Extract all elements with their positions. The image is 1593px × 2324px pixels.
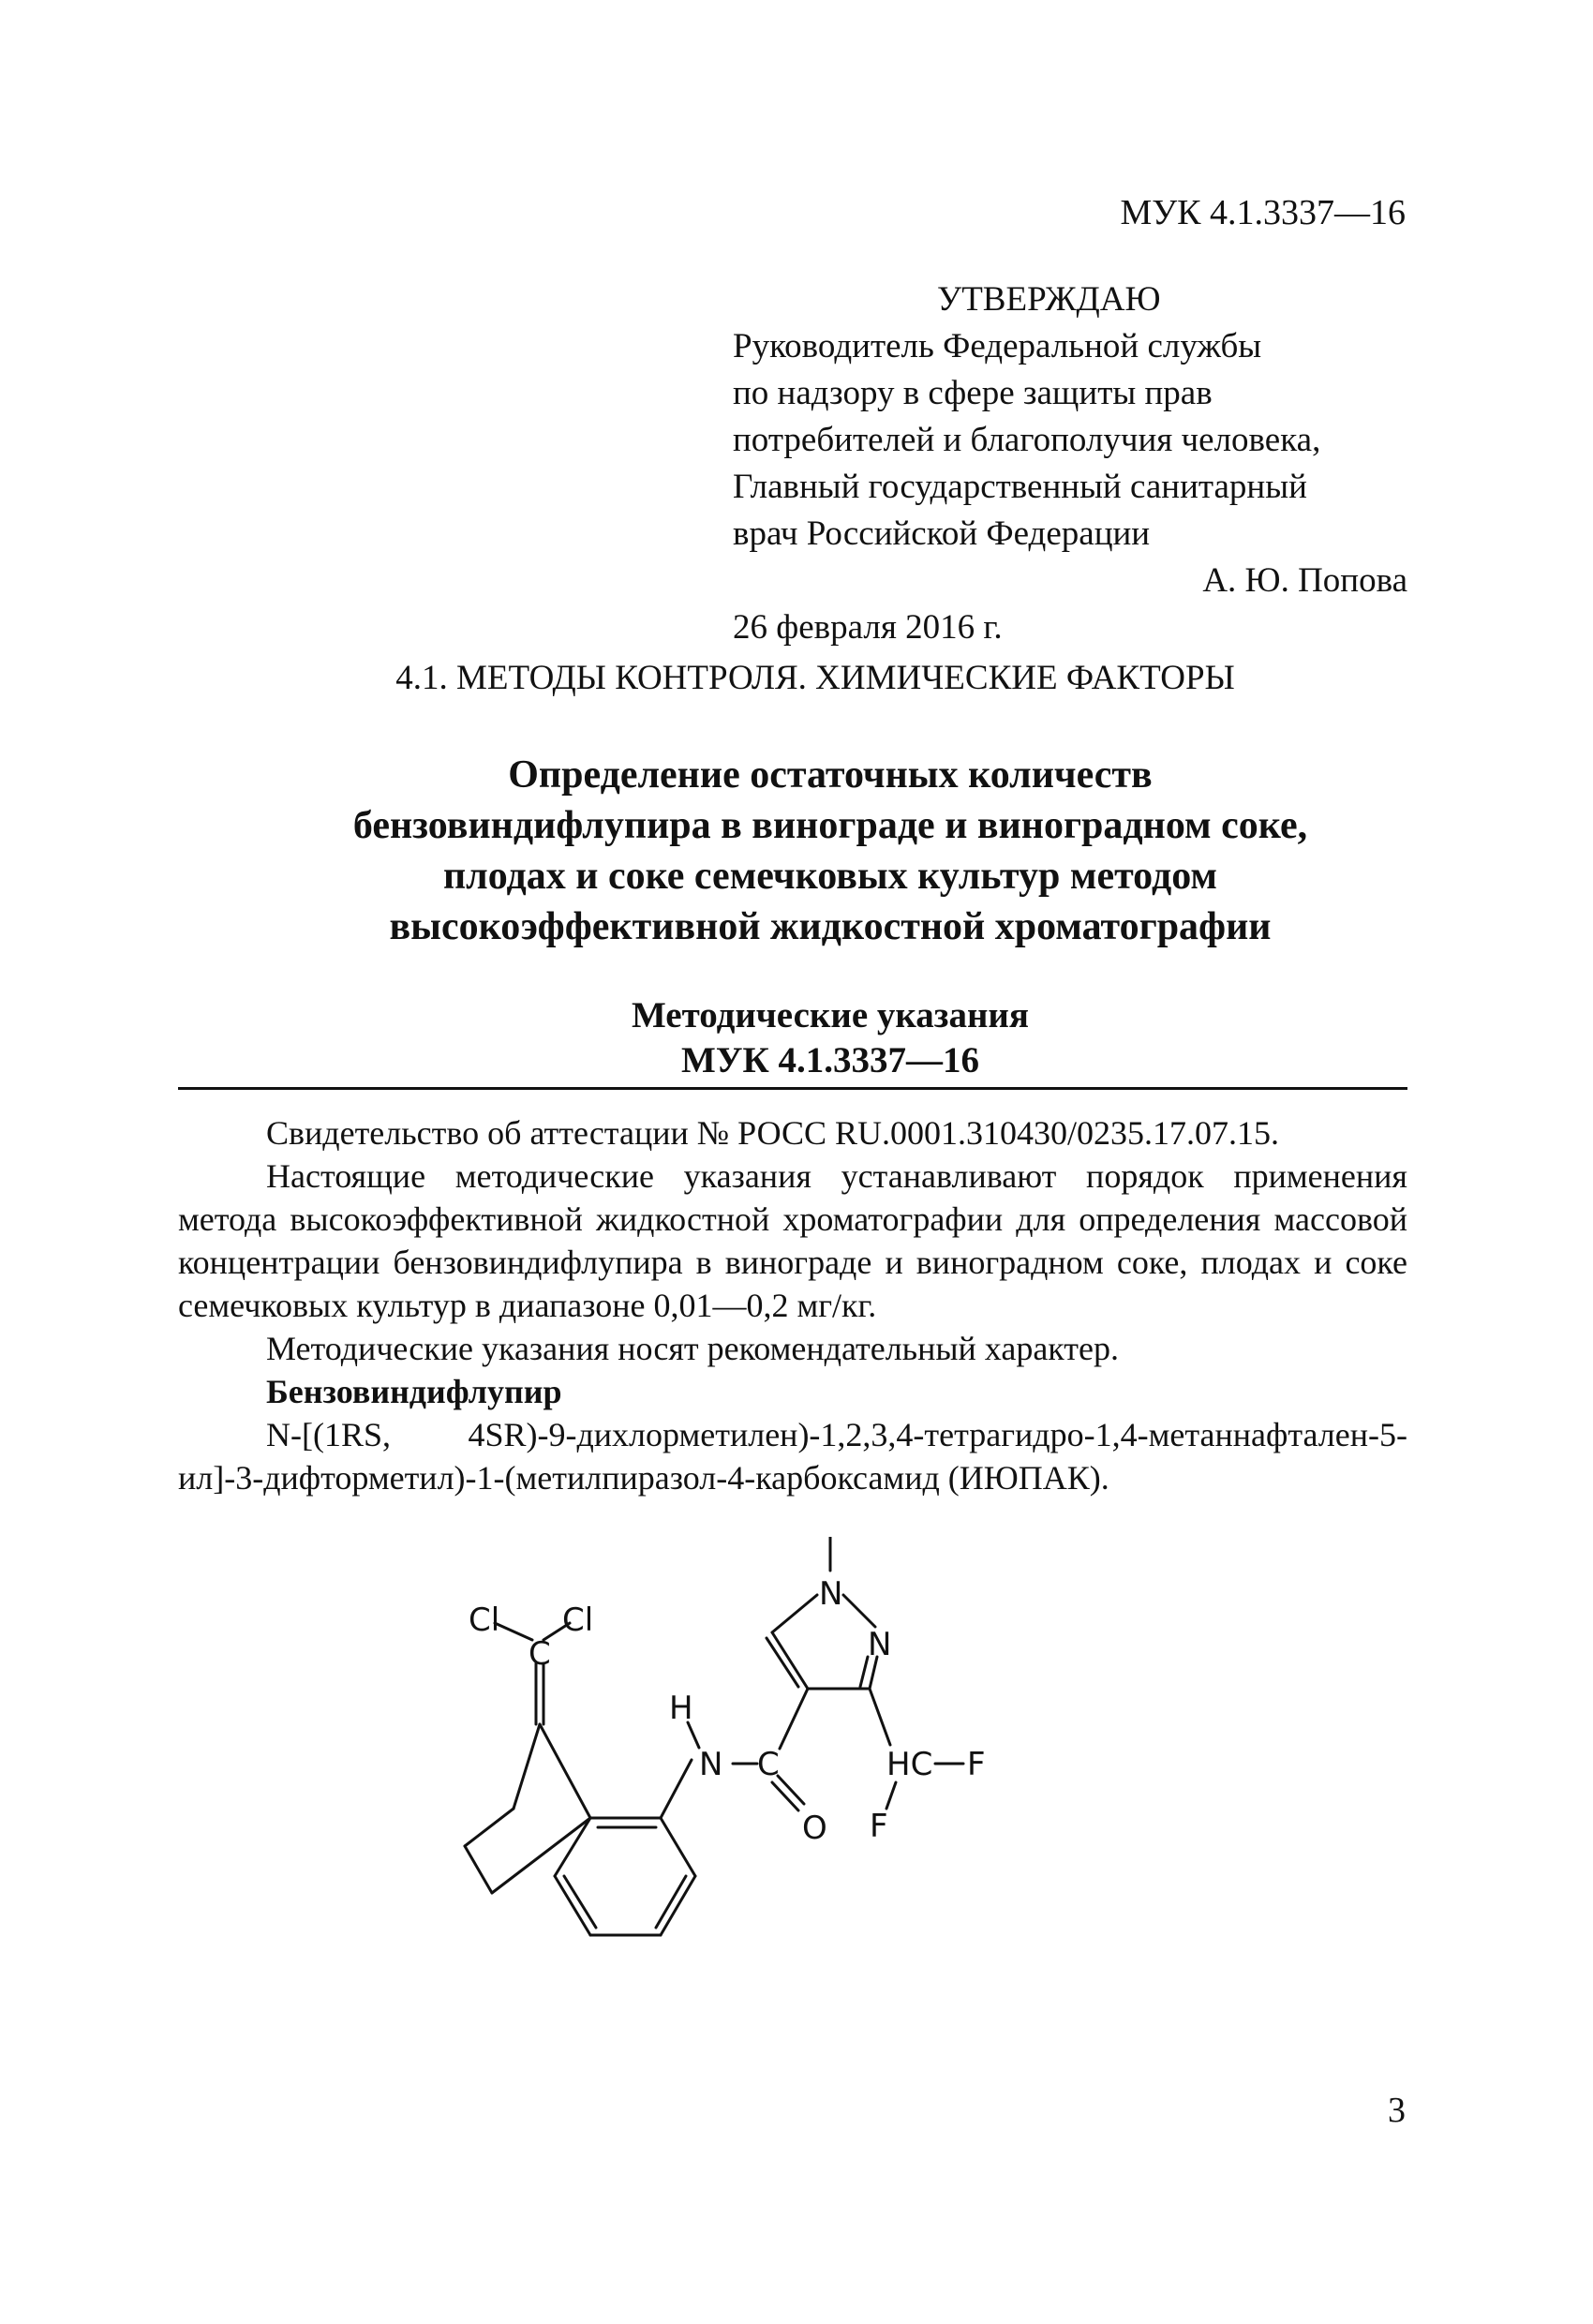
atom-label: C — [757, 1746, 780, 1783]
approval-date: 26 февраля 2016 г. — [733, 608, 1003, 647]
title-line: бензовиндифлупира в винограде и виноградном соке, — [352, 804, 1308, 847]
title-divider — [178, 1087, 1407, 1090]
approval-line: потребителей и благополучия человека, — [733, 421, 1321, 459]
advisory-paragraph: Методические указания носят рекомендательный характер. — [266, 1330, 1120, 1367]
atom-label: N — [699, 1746, 723, 1783]
approval-line: врач Российской Федерации — [733, 514, 1151, 553]
approval-block — [733, 276, 1407, 651]
scope-paragraph: Настоящие методические указания устанавливают порядок применения метода высокоэффективной жидкостной хроматографии для определения массовой концентрации бензовиндифлупира в винограде и виноградном соке, плодах и соке семечковых культур в диапазоне 0,01—0,2 мг/кг. — [178, 1157, 1407, 1324]
document-title — [0, 750, 1593, 952]
atom-label: C — [529, 1635, 551, 1673]
page-number: 3 — [1388, 2091, 1406, 2130]
approval-line: по надзору в сфере защиты прав — [733, 374, 1213, 412]
approval-heading: УТВЕРЖДАЮ — [937, 280, 1161, 319]
iupac-name: N-[(1RS, 4SR)-9-дихлорметилен)-1,2,3,4-тетрагидро-1,4-метаннафтален-5-ил]-3-дифторметил)-1-(метилпиразол-4-карбоксамид (ИЮПАК). — [178, 1416, 1407, 1497]
structure-bonds — [465, 1537, 963, 1935]
approval-line: Руководитель Федеральной службы — [733, 327, 1262, 365]
atom-label: F — [870, 1808, 888, 1845]
document-subtitle — [0, 993, 1593, 1083]
title-line: плодах и соке семечковых культур методом — [442, 855, 1218, 898]
compound-name: Бензовиндифлупир — [266, 1373, 562, 1410]
certificate-paragraph: Свидетельство об аттестации № РОСС RU.0001.310430/0235.17.07.15. — [266, 1114, 1280, 1152]
title-line: высокоэффективной жидкостной хроматографии — [389, 905, 1272, 948]
atom-label: Cl — [469, 1601, 500, 1639]
structure-atom-labels — [469, 1537, 986, 1847]
body-text — [178, 1111, 1407, 1499]
subtitle-line: МУК 4.1.3337—16 — [681, 1040, 979, 1080]
subtitle-line: Методические указания — [631, 995, 1029, 1035]
atom-label: HC — [886, 1746, 933, 1783]
atom-label: F — [967, 1746, 986, 1783]
atom-label: N — [868, 1626, 892, 1663]
approval-line: Главный государственный санитарный — [733, 468, 1307, 506]
chemical-structure-diagram — [450, 1537, 1181, 2024]
atom-label: Cl — [562, 1601, 594, 1639]
atom-label: O — [802, 1810, 827, 1847]
atom-label: N — [819, 1575, 843, 1613]
approval-signatory: А. Ю. Попова — [1202, 561, 1407, 600]
document-code: МУК 4.1.3337—16 — [1120, 193, 1406, 232]
atom-label: H — [669, 1690, 693, 1727]
title-line: Определение остаточных количеств — [508, 753, 1153, 797]
section-title: 4.1. МЕТОДЫ КОНТРОЛЯ. ХИМИЧЕСКИЕ ФАКТОРЫ — [395, 659, 1235, 697]
